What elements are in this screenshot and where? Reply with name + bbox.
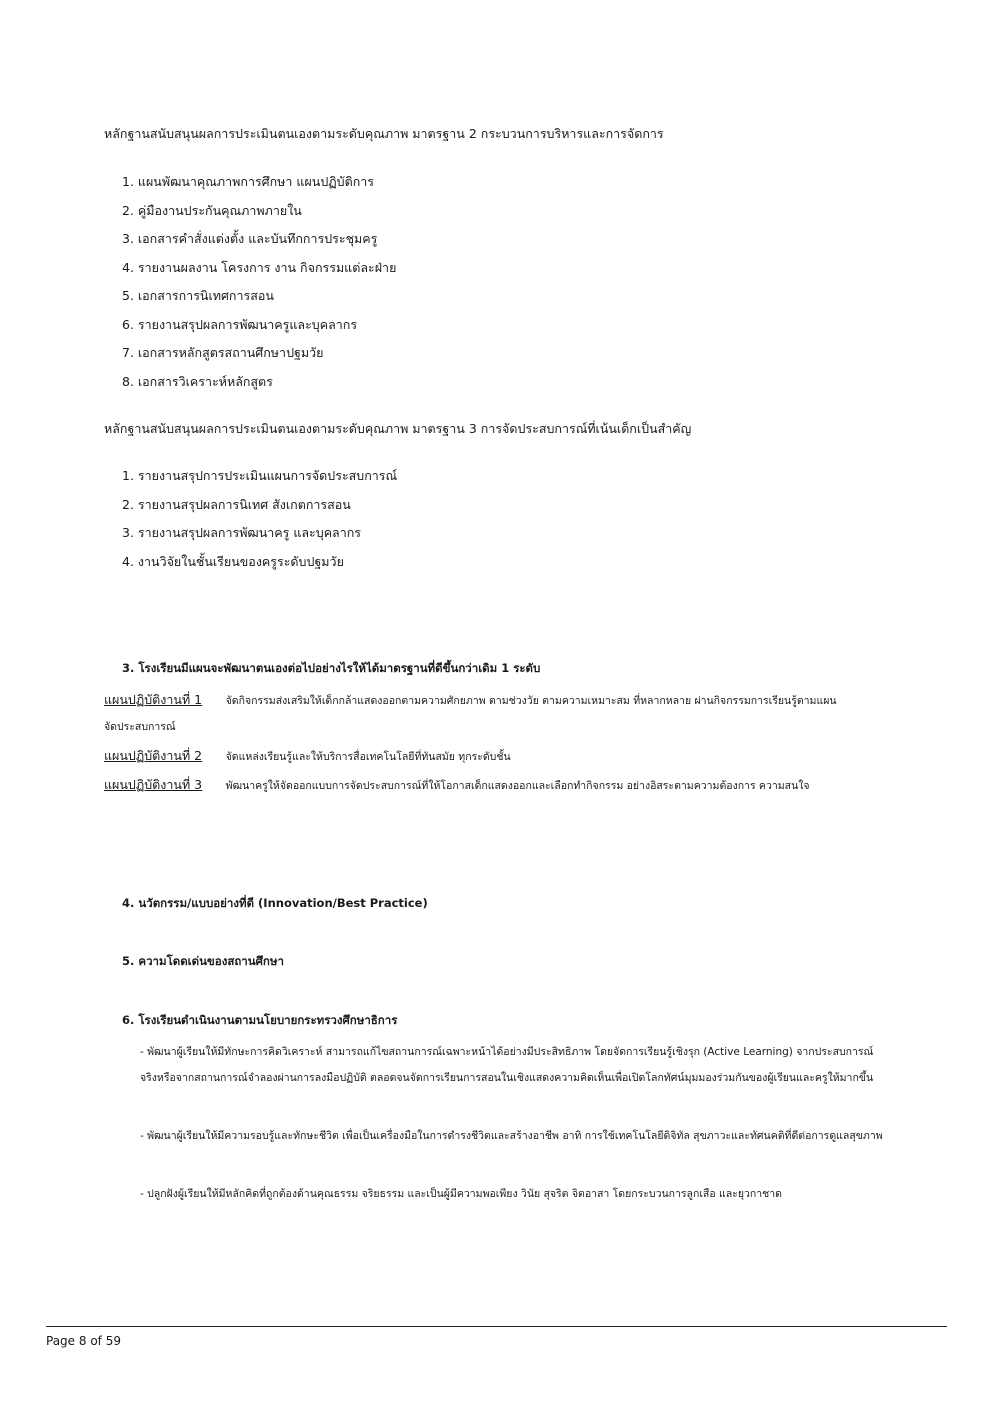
plan-label: แผนปฏิบัติงานที่ 1: [104, 692, 203, 707]
list-item: 7. เอกสารหลักสูตรสถานศึกษาปฐมวัย: [122, 345, 324, 360]
list-item: 6. รายงานสรุปผลการพัฒนาครูและบุคลากร: [122, 316, 358, 332]
standard-2-evidence-heading: หลักฐานสนับสนุนผลการประเมินตนเองตามระดับคุณภาพ มาตรฐาน 2 กระบวนการบริหารและการจัดการ: [104, 126, 664, 141]
list-item: 8. เอกสารวิเคราะห์หลักสูตร: [122, 373, 273, 389]
standard-3-evidence-list: [122, 466, 397, 580]
plan-label: แผนปฏิบัติงานที่ 3: [104, 777, 203, 792]
plan-row-3: [104, 775, 904, 795]
plan-text: จัดกิจกรรมส่งเสริมให้เด็กกล้าแสดงออกตามความศักยภาพ ตามช่วงวัย ตามความเหมาะสม ที่หลากหลาย ผ่านกิจกรรมการเรียนรู้ตามแผน: [225, 695, 837, 707]
plan-row-2: [104, 746, 904, 766]
standard-3-evidence-heading: หลักฐานสนับสนุนผลการประเมินตนเองตามระดับคุณภาพ มาตรฐาน 3 การจัดประสบการณ์ที่เน้นเด็กเป็นสำคัญ: [104, 421, 692, 436]
ministry-policy-heading: 6. โรงเรียนดำเนินงานตามนโยบายกระทรวงศึกษาธิการ: [122, 1013, 398, 1027]
list-item: 1. แผนพัฒนาคุณภาพการศึกษา แผนปฏิบัติการ: [122, 174, 375, 189]
plan-row-1: [104, 690, 904, 710]
policy-paragraph: - ปลูกฝังผู้เรียนให้มีหลักคิดที่ถูกต้องด้านคุณธรรม จริยธรรม และเป็นผู้มีความพอเพียง วินัย สุจริต จิตอาสา โดยกระบวนการลูกเสือ และยุวกาชาด: [140, 1188, 782, 1200]
list-item: 5. เอกสารการนิเทศการสอน: [122, 288, 274, 303]
standard-2-evidence-list: [122, 172, 396, 400]
page-number: Page 8 of 59: [46, 1334, 121, 1348]
list-item: 3. เอกสารคำสั่งแต่งตั้ง และบันทึกการประชุมครู: [122, 231, 378, 246]
list-item: 2. รายงานสรุปผลการนิเทศ สังเกตการสอน: [122, 496, 351, 512]
list-item: 3. รายงานสรุปผลการพัฒนาครู และบุคลากร: [122, 525, 362, 540]
plan-label: แผนปฏิบัติงานที่ 2: [104, 748, 203, 763]
list-item: 1. รายงานสรุปการประเมินแผนการจัดประสบการณ์: [122, 468, 398, 483]
plan-text: จัดแหล่งเรียนรู้และให้บริการสื่อเทคโนโลยีที่ทันสมัย ทุกระดับชั้น: [225, 751, 511, 763]
plan-text-continuation: จัดประสบการณ์: [104, 721, 176, 733]
policy-paragraph: - พัฒนาผู้เรียนให้มีทักษะการคิดวิเคราะห์ สามารถแก้ไขสถานการณ์เฉพาะหน้าได้อย่างมีประสิทธิภาพ โดยจัดการเรียนรู้เชิงรุก (Active Learning) จากประสบการณ์จริงหรือจากสถานการณ์จำลองผ่านการลงมือปฏิบัติ ตลอดจนจัดการเรียนการสอนในเชิงแสดงความคิดเห็นเพื่อเปิดโลกทัศน์มุมมองร่วมกันของผู้เรียนและครูให้มากขึ้น: [140, 1046, 874, 1084]
improvement-plan-heading: 3. โรงเรียนมีแผนจะพัฒนาตนเองต่อไปอย่างไรให้ได้มาตรฐานที่ดีขึ้นกว่าเดิม 1 ระดับ: [122, 661, 541, 675]
list-item: 4. รายงานผลงาน โครงการ งาน กิจกรรมแต่ละฝ่าย: [122, 259, 397, 275]
list-item: 2. คู่มืองานประกันคุณภาพภายใน: [122, 202, 302, 218]
plan-text: พัฒนาครูให้จัดออกแบบการจัดประสบการณ์ที่ให้โอกาสเด็กแสดงออกและเลือกทำกิจกรรม อย่างอิสระตามความต้องการ ความสนใจ: [225, 780, 810, 792]
school-highlight-heading: 5. ความโดดเด่นของสถานศึกษา: [122, 954, 284, 968]
footer-divider: [46, 1326, 947, 1327]
policy-paragraph: - พัฒนาผู้เรียนให้มีความรอบรู้และทักษะชีวิต เพื่อเป็นเครื่องมือในการดำรงชีวิตและสร้างอาชีพ อาทิ การใช้เทคโนโลยีดิจิทัล สุขภาวะและทัศนคติที่ดีต่อการดูแลสุขภาพ: [140, 1130, 883, 1142]
list-item: 4. งานวิจัยในชั้นเรียนของครูระดับปฐมวัย: [122, 553, 344, 569]
innovation-heading: 4. นวัตกรรม/แบบอย่างที่ดี (Innovation/Best Practice): [122, 896, 428, 910]
